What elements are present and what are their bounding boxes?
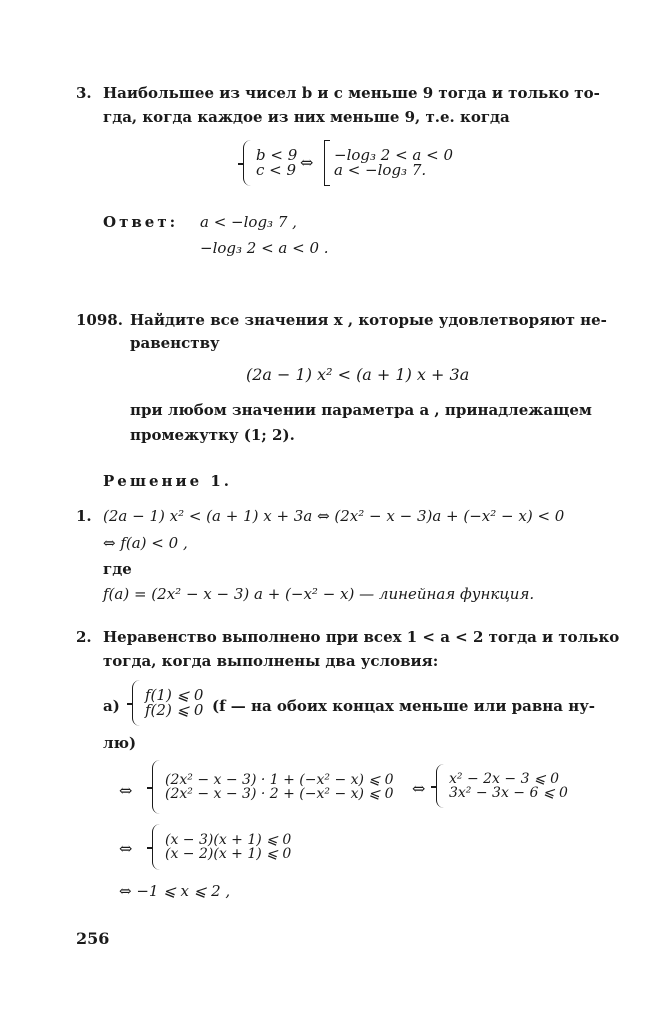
item-3-line-2: гда, когда каждое из них меньше 9, т.е. когда: [103, 108, 510, 126]
solution-heading: Решение 1.: [103, 472, 233, 490]
system-line: (x − 3)(x + 1) ⩽ 0: [165, 832, 292, 848]
system-line: (2x² − x − 3) · 1 + (−x² − x) ⩽ 0: [165, 772, 394, 788]
curly-brace: [132, 680, 141, 726]
system-line: a < −log₃ 7.: [334, 161, 427, 179]
square-bracket: [324, 140, 330, 186]
system-2-left: [152, 760, 394, 814]
curly-brace: [243, 140, 252, 186]
step-1-formula: (2a − 1) x² < (a + 1) x + 3a ⇔ (2x² − x − 3)a + (−x² − x) < 0: [103, 507, 565, 525]
problem-1098-line-4: промежутку (1; 2).: [130, 426, 295, 444]
step-2-number: 2.: [76, 628, 92, 646]
equivalence-symbol: ⇔: [300, 153, 314, 172]
case-a-comment-continued: лю): [103, 734, 137, 752]
system-line: (x − 2)(x + 1) ⩽ 0: [165, 846, 292, 862]
equivalence-symbol: ⇔: [412, 779, 426, 798]
item-3-number: 3.: [76, 84, 92, 102]
case-a-system: [132, 680, 203, 726]
curly-brace: [152, 824, 161, 870]
problem-1098-number: 1098.: [76, 311, 123, 329]
system-line: f(1) ⩽ 0: [145, 686, 204, 704]
problem-1098-line-3: при любом значении параметра a , принадлежащем: [130, 401, 592, 419]
system-line: (2x² − x − 3) · 2 + (−x² − x) ⩽ 0: [165, 786, 394, 802]
step-1-number: 1.: [76, 507, 92, 525]
curly-brace: [152, 760, 161, 814]
problem-1098-line-1: Найдите все значения x , которые удовлетворяют не-: [130, 311, 607, 329]
system-3: [152, 824, 291, 870]
system-line: f(2) ⩽ 0: [145, 701, 204, 719]
final-result: ⇔ −1 ⩽ x ⩽ 2 ,: [119, 882, 231, 900]
equivalence-symbol: ⇔: [119, 839, 133, 858]
item-3-line-1: Наибольшее из чисел b и c меньше 9 тогда и только то-: [103, 84, 600, 102]
case-a-label: а): [103, 697, 120, 715]
answer-line-1: a < −log₃ 7 ,: [200, 213, 297, 231]
problem-1098-line-2: равенству: [130, 334, 220, 352]
step-2-line-2: тогда, когда выполнены два условия:: [103, 652, 439, 670]
system-line: c < 9: [256, 161, 297, 179]
item-3-system-left: [243, 140, 297, 186]
system-line: −log₃ 2 < a < 0: [334, 146, 454, 164]
system-line: x² − 2x − 3 ⩽ 0: [449, 771, 560, 787]
step-1-where: где: [103, 560, 132, 578]
step-1-line-2: ⇔ f(a) < 0 ,: [103, 534, 188, 552]
page-number: 256: [76, 929, 110, 948]
step-2-line-1: Неравенство выполнено при всех 1 < a < 2 тогда и только: [103, 628, 620, 646]
item-3-system-right: [324, 140, 453, 186]
curly-brace: [436, 764, 445, 808]
step-1-definition: f(a) = (2x² − x − 3) a + (−x² − x) — линейная функция.: [103, 585, 535, 603]
case-a-comment: (f — на обоих концах меньше или равна ну-: [212, 697, 596, 715]
problem-1098-formula: (2a − 1) x² < (a + 1) x + 3a: [246, 365, 470, 384]
answer-line-2: −log₃ 2 < a < 0 .: [200, 239, 329, 257]
equivalence-symbol: ⇔: [119, 781, 133, 800]
system-2-right: [436, 764, 568, 808]
system-line: 3x² − 3x − 6 ⩽ 0: [449, 785, 568, 801]
answer-label: Ответ:: [103, 213, 179, 231]
system-line: b < 9: [256, 146, 298, 164]
